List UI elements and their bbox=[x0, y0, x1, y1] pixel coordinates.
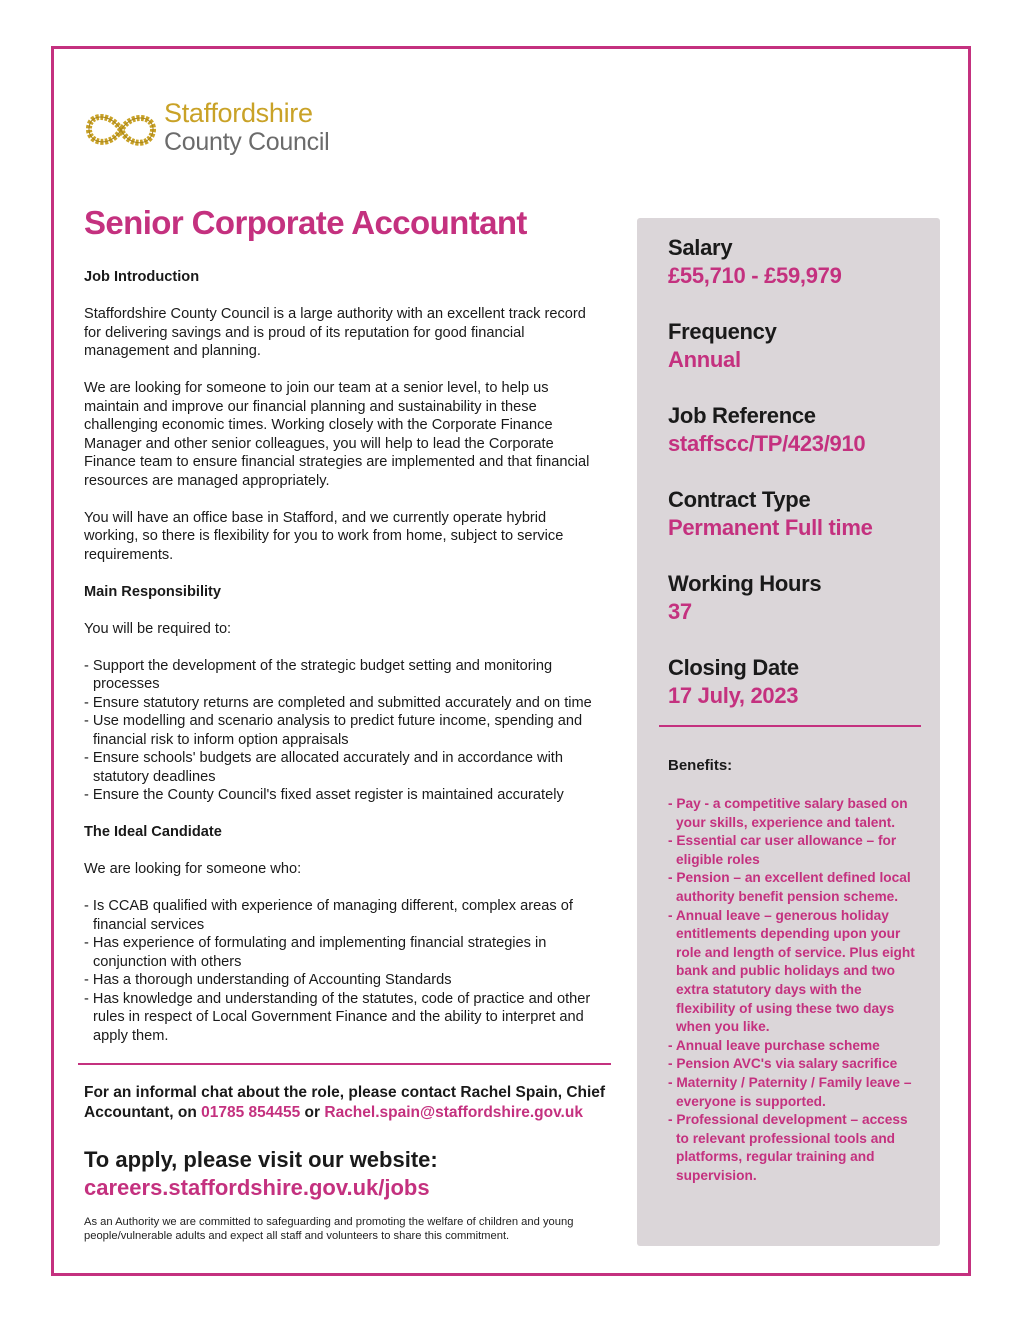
fact-frequency bbox=[668, 318, 928, 402]
contact-phone[interactable]: 01785 854455 bbox=[201, 1104, 301, 1121]
logo-line-2: County Council bbox=[164, 128, 330, 156]
council-logo bbox=[84, 98, 334, 160]
benefits-list bbox=[668, 795, 918, 1185]
fact-value: Permanent Full time bbox=[668, 515, 873, 540]
benefits-heading: Benefits: bbox=[668, 757, 733, 774]
list-item: - Pension – an excellent defined local authority benefit pension scheme. bbox=[668, 870, 911, 904]
apply-heading: To apply, please visit our website: bbox=[84, 1147, 438, 1172]
list-item: - Support the development of the strategic budget setting and monitoring processes bbox=[84, 657, 553, 692]
fact-label: Working Hours bbox=[668, 571, 822, 596]
fact-label: Closing Date bbox=[668, 655, 799, 680]
fact-label: Job Reference bbox=[668, 403, 816, 428]
job-description bbox=[84, 268, 604, 1064]
list-item: - Pension AVC's via salary sacrifice bbox=[668, 1056, 898, 1072]
contact-info bbox=[84, 1083, 614, 1123]
intro-heading: Job Introduction bbox=[84, 269, 200, 285]
list-item: - Annual leave purchase scheme bbox=[668, 1037, 880, 1053]
contact-email-link[interactable]: Rachel.spain@staffordshire.gov.uk bbox=[324, 1104, 583, 1121]
list-item: - Pay - a competitive salary based on your skills, experience and talent. bbox=[668, 796, 908, 830]
candidate-lead: We are looking for someone who: bbox=[84, 861, 302, 877]
list-item: - Is CCAB qualified with experience of managing different, complex areas of financial services bbox=[84, 898, 573, 933]
list-item: - Use modelling and scenario analysis to predict future income, spending and financial risk to inform option appraisals bbox=[84, 713, 583, 748]
list-item: - Has experience of formulating and implementing financial strategies in conjunction with others bbox=[84, 935, 547, 970]
contact-text: For an informal chat about the role, please contact Rachel Spain, Chief Accountant, on bbox=[84, 1084, 606, 1121]
list-item: - Ensure schools' budgets are allocated accurately and in accordance with statutory deadlines bbox=[84, 750, 563, 785]
list-item: - Has a thorough understanding of Accounting Standards bbox=[84, 972, 452, 988]
staffordshire-knot-icon bbox=[84, 102, 158, 158]
responsibility-heading: Main Responsibility bbox=[84, 583, 222, 600]
fact-value: staffscc/TP/423/910 bbox=[668, 431, 866, 456]
fact-value: 37 bbox=[668, 599, 692, 624]
list-item: - Has knowledge and understanding of the statutes, code of practice and other rules in respect of Local Government Finance and the ability to interpret and apply them. bbox=[84, 990, 591, 1044]
fact-salary bbox=[668, 234, 928, 318]
job-title: Senior Corporate Accountant bbox=[84, 204, 527, 241]
intro-paragraph: Staffordshire County Council is a large authority with an excellent track record for delivering savings and is proud of its reputation for good financial management and planning. bbox=[84, 306, 586, 359]
fact-label: Salary bbox=[668, 235, 733, 260]
divider bbox=[659, 725, 921, 727]
apply-website-link[interactable]: careers.staffordshire.gov.uk/jobs bbox=[84, 1175, 430, 1200]
contact-text: or bbox=[300, 1104, 325, 1121]
fact-working-hours bbox=[668, 570, 928, 654]
fact-label: Frequency bbox=[668, 319, 777, 344]
safeguarding-note: As an Authority we are committed to safeguarding and promoting the welfare of children and young people/vulnerable adults and expect all staff and volunteers to share this commitment. bbox=[84, 1216, 574, 1242]
logo-line-1: Staffordshire bbox=[164, 98, 313, 128]
fact-contract-type bbox=[668, 486, 928, 570]
responsibility-list bbox=[84, 657, 604, 805]
divider bbox=[78, 1063, 611, 1065]
list-item: - Ensure statutory returns are completed and submitted accurately and on time bbox=[84, 694, 592, 711]
candidate-list bbox=[84, 897, 604, 1045]
intro-paragraph: You will have an office base in Stafford, and we currently operate hybrid working, so there is flexibility for you to work from home, subject to service requirements. bbox=[84, 509, 564, 563]
fact-value: £55,710 - £59,979 bbox=[668, 263, 842, 288]
list-item: - Essential car user allowance – for eligible roles bbox=[668, 833, 897, 867]
intro-paragraph: We are looking for someone to join our team at a senior level, to help us maintain and improve our financial planning and sustainability in these challenging economic times. Working closely with the Corporate Finance Manager and other senior colleagues, you will help to lead the Corporate Finance team to ensure financial strategies are implemented and that financial resources are managed appropriately. bbox=[84, 380, 590, 489]
list-item: - Maternity / Paternity / Family leave – everyone is supported. bbox=[668, 1074, 912, 1109]
job-facts bbox=[668, 234, 928, 738]
list-item: - Professional development – access to relevant professional tools and platforms, regular training and supervision. bbox=[668, 1112, 908, 1183]
fact-label: Contract Type bbox=[668, 487, 811, 512]
list-item: - Ensure the County Council's fixed asset register is maintained accurately bbox=[84, 787, 564, 803]
responsibility-lead: You will be required to: bbox=[84, 620, 232, 637]
fact-value: Annual bbox=[668, 347, 741, 372]
fact-job-reference bbox=[668, 402, 928, 486]
list-item: - Annual leave – generous holiday entitlements depending upon your role and length of service. Plus eight bank and public holidays and two extra statutory days with the flexibility of using these two days when you like. bbox=[668, 907, 915, 1035]
candidate-heading: The Ideal Candidate bbox=[84, 824, 222, 840]
fact-value: 17 July, 2023 bbox=[668, 683, 799, 708]
